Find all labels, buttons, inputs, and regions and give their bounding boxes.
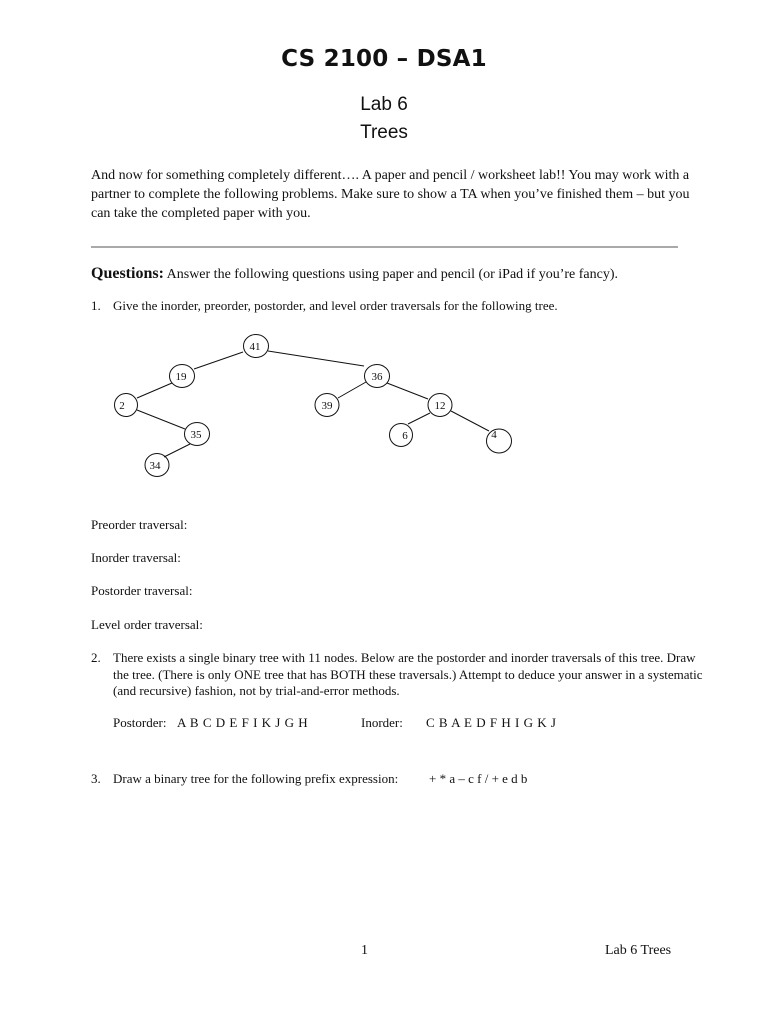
page-number: 1 [361,943,368,958]
prefix-expression: + * a – c f / + e d b [429,771,528,786]
tree-node-label: 12 [434,400,446,412]
tree-node-label: 39 [321,400,333,412]
inorder-label: Inorder: [361,715,403,730]
tree-node-label: 36 [371,371,383,383]
tree-node-label: 19 [175,371,187,383]
tree-node-label: 41 [249,341,261,353]
question-3 [91,771,711,788]
question-3-text: Draw a binary tree for the following prefix expression: [113,771,399,786]
tree-node-label: 35 [190,429,202,441]
edge-35-34 [164,444,190,457]
lab-topic: Trees [360,122,408,143]
edge-12-6 [408,413,430,424]
question-1-text: Give the inorder, preorder, postorder, and level order traversals for the following tree. [113,298,558,313]
questions-instructions: Answer the following questions using paper and pencil (or iPad if you’re fancy). [166,267,619,282]
tree-node-label: 34 [149,460,161,472]
edge-19-2 [137,383,172,398]
edge-36-39 [338,382,366,398]
intro-paragraph: And now for something completely different…. A paper and pencil / worksheet lab!! You may work with a partner to complete the following problems. Make sure to show a TA when you’ve finished them – but you can take the completed paper with you. [91,168,690,221]
question-1-number: 1. [91,298,101,313]
postorder-traversal-prompt: Postorder traversal: [91,583,193,598]
postorder-label: Postorder: [113,715,167,730]
question-2 [91,650,711,702]
tree-node-2 [115,394,138,417]
edge-12-4 [451,411,489,431]
binary-tree-diagram [0,0,768,500]
inorder-sequence: C B A E D F H I G K J [426,715,556,730]
edge-41-19 [194,352,243,369]
tree-node-label: 4 [491,429,497,441]
lab-number: Lab 6 [360,94,408,115]
footer-label: Lab 6 Trees [605,943,672,958]
edge-36-12 [387,383,428,399]
level-order-traversal-prompt: Level order traversal: [91,617,203,632]
question-3-number: 3. [91,771,101,786]
tree-node-4 [487,429,512,453]
inorder-traversal-prompt: Inorder traversal: [91,550,181,565]
question-2-text: There exists a single binary tree with 11 nodes. Below are the postorder and inorder traversals of this tree. Draw the tree. (There is only ONE tree that has BOTH these traversals.) Attempt to deduce your answer in a systematic (and recursive) fashion, not by trial-and-error methods. [113,650,703,698]
page-title: CS 2100 – DSA1 [281,46,487,72]
questions-label: Questions: [91,265,164,282]
edge-41-36 [268,351,364,366]
question-2-number: 2. [91,650,101,665]
postorder-sequence: A B C D E F I K J G H [177,715,308,730]
tree-node-label: 2 [119,400,125,412]
edge-2-35 [137,410,185,429]
tree-node-6 [390,424,413,447]
tree-node-label: 6 [402,430,408,442]
preorder-traversal-prompt: Preorder traversal: [91,517,188,532]
